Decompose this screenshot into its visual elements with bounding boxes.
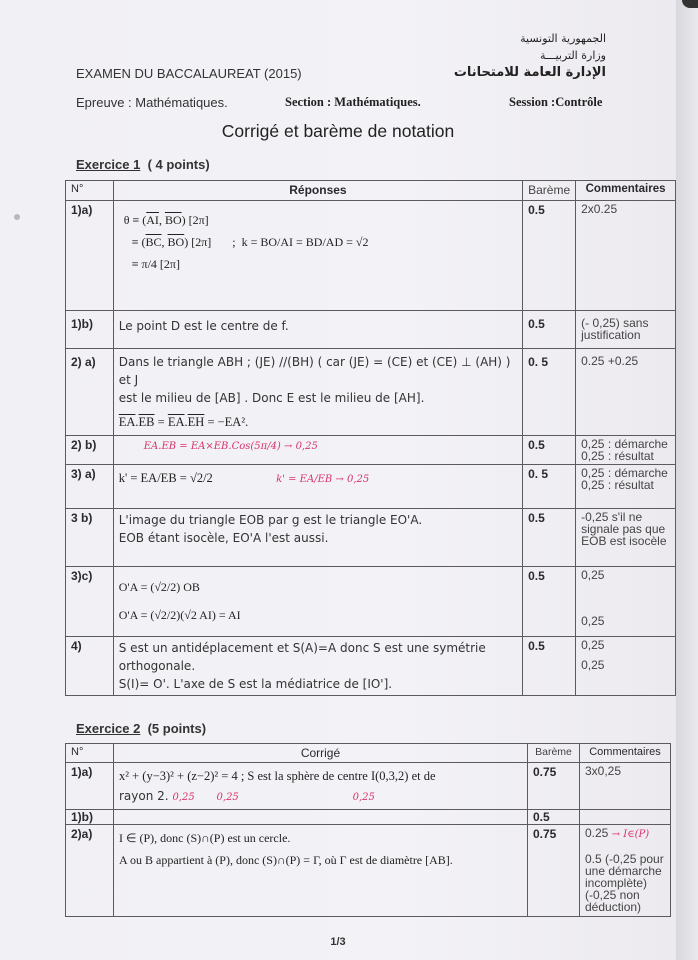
- table-header-row: [66, 181, 676, 201]
- col-reponses: Réponses: [113, 181, 522, 201]
- table-row: [66, 311, 676, 349]
- comment-line: incomplète): [585, 876, 648, 890]
- table-header-row: [66, 744, 671, 763]
- exercice1-title: [76, 157, 210, 172]
- handwritten-note: 0,25: [216, 792, 239, 803]
- answer-line: S est un antidéplacement et S(A)=A donc S est une symétrie: [118, 641, 486, 655]
- row-comment: [576, 465, 676, 509]
- comment-line: -0,25 s'il ne: [581, 510, 643, 524]
- row-answer: [113, 567, 522, 637]
- arabic-header: [454, 30, 606, 81]
- section: Section : Mathématiques.: [285, 95, 421, 109]
- handwritten-note: EA.EB = EA×EB.Cos(5π/4) → 0,25: [143, 441, 318, 452]
- table-row: [66, 810, 671, 825]
- row-comment: [576, 509, 676, 567]
- answer-line: $\overline{EA}.\overline{EB} = \overline{EA}.\overline{EH} = -EA^2$.: [118, 415, 249, 429]
- col-corrige: Corrigé: [114, 744, 528, 763]
- answer-line: I ∈ (P), donc (S)∩(P) est un cercle.: [119, 831, 291, 845]
- page-edge-shadow: [676, 0, 698, 960]
- row-num: 1)a): [66, 201, 114, 311]
- comment-line: 0,25 : résultat: [581, 478, 654, 492]
- col-num: N°: [66, 744, 114, 763]
- handwritten-note: k' = EA/EB → 0,25: [276, 474, 370, 485]
- table-row: [66, 349, 676, 436]
- table-row: [66, 637, 676, 696]
- row-bareme: 0.5: [523, 567, 576, 637]
- row-bareme: 0.5: [523, 637, 576, 696]
- answer-line: $\theta \equiv (\overline{AI}$, $\overline{BO}$) [2π]: [123, 213, 209, 227]
- comment-line: 0,25 : démarche: [581, 437, 668, 451]
- exercice2-title: [76, 721, 206, 736]
- comment-line: (- 0,25) sans: [581, 316, 649, 330]
- epreuve: Epreuve : Mathématiques.: [76, 95, 228, 110]
- row-answer: [113, 509, 522, 567]
- table-row: [66, 763, 671, 810]
- row-num: 1)b): [66, 311, 114, 349]
- answer-line: est le milieu de [AB] . Donc E est le milieu de [AH].: [118, 391, 425, 405]
- col-num: N°: [66, 181, 114, 201]
- comment-line: 0,25: [581, 614, 605, 628]
- answer-line: ≡ ($\overline{BC}$, $\overline{BO}$) [2π] ; k = BO/AI = BD/AD = √2: [131, 235, 369, 249]
- comment-line: signale pas que: [581, 522, 666, 536]
- session: Session :Contrôle: [509, 95, 603, 109]
- comment-line: 0.5 (-0,25 pour: [585, 852, 664, 866]
- row-num: 3) a): [66, 465, 114, 509]
- answer-line: orthogonale.: [118, 659, 196, 673]
- row-num: 3 b): [66, 509, 114, 567]
- handwritten-note: → I∈(P): [611, 829, 650, 840]
- answer-line: O'A = (√2/2)(√2 AI) = AI: [118, 608, 241, 622]
- table-row: [66, 509, 676, 567]
- row-bareme: 0.75: [528, 763, 580, 810]
- row-answer: [114, 763, 528, 810]
- col-commentaires: Commentaires: [576, 181, 676, 201]
- answer-line: Dans le triangle ABH ; (JE) //(BH) ( car (JE) = (CE) et (CE) ⊥ (AH) ) et J: [118, 355, 511, 387]
- row-comment: 0.25 +0.25: [576, 349, 676, 436]
- row-bareme: 0.75: [528, 825, 580, 917]
- exercice1-points: ( 4 points): [147, 157, 210, 172]
- exercice2-table: [65, 743, 671, 917]
- exam-name: EXAMEN DU BACCALAUREAT (2015): [76, 66, 302, 81]
- comment-line: une démarche: [585, 864, 662, 878]
- row-answer: [114, 810, 528, 825]
- table-row: [66, 436, 676, 465]
- table-row: [66, 567, 676, 637]
- comment-line: justification: [581, 328, 641, 342]
- table-row: [66, 825, 671, 917]
- comment-line: 0,25 : résultat: [581, 449, 654, 463]
- row-num: 3)c): [66, 567, 114, 637]
- row-bareme: 0.5: [523, 509, 576, 567]
- row-num: 2) b): [66, 436, 114, 465]
- row-num: 4): [66, 637, 114, 696]
- row-comment: 2x0.25: [576, 201, 676, 311]
- comment-line: 0,25 : démarche: [581, 466, 668, 480]
- comment-line: 0,25: [581, 658, 605, 672]
- page-title: Corrigé et barème de notation: [221, 121, 455, 141]
- comment-line: EOB est isocèle: [581, 534, 667, 548]
- row-num: 2) a): [66, 349, 114, 436]
- row-answer: [113, 436, 522, 465]
- handwritten-note: 0,25: [172, 792, 195, 803]
- row-answer: [113, 201, 522, 311]
- handwritten-note: 0,25: [352, 792, 375, 803]
- comment-text: 0.25: [585, 826, 609, 840]
- row-bareme: 0.5: [523, 201, 576, 311]
- answer-line: L'image du triangle EOB par g est le triangle EO'A.: [118, 513, 423, 527]
- arabic-line-3: الإدارة العامة للامتحانات: [453, 65, 606, 80]
- row-num: 1)b): [66, 810, 114, 825]
- comment-line: 0,25: [581, 568, 605, 582]
- row-answer: [113, 637, 522, 696]
- row-bareme: 0. 5: [523, 465, 576, 509]
- arabic-line-1: الجمهورية التونسية: [520, 32, 606, 45]
- row-comment: [580, 825, 671, 917]
- punch-mark: [14, 214, 20, 220]
- row-num: 1)a): [66, 763, 114, 810]
- exercice2-label: Exercice 2: [76, 721, 141, 736]
- table-row: [66, 465, 676, 509]
- arabic-line-2: وزارة التربيـــة: [540, 49, 606, 62]
- row-comment: [576, 637, 676, 696]
- exercice1-label: Exercice 1: [76, 157, 141, 172]
- row-bareme: 0. 5: [523, 349, 576, 436]
- exercice2-points: (5 points): [147, 721, 207, 736]
- answer-line: ≡ π/4 [2π]: [131, 257, 180, 271]
- row-comment: 3x0,25: [580, 763, 671, 810]
- comment-line: déduction): [585, 900, 642, 914]
- row-comment: [576, 436, 676, 465]
- row-answer: [113, 349, 522, 436]
- answer-text: rayon 2.: [119, 789, 169, 803]
- comment-line: [585, 827, 665, 841]
- exercice1-table: [65, 180, 676, 696]
- answer-line: k' = EA/EB = √2/2: [118, 471, 213, 485]
- row-bareme: 0.5: [523, 311, 576, 349]
- answer-line: x² + (y−3)² + (z−2)² = 4 ; S est la sphère de centre I(0,3,2) et de: [119, 769, 436, 783]
- table-row: [66, 201, 676, 311]
- row-comment: [576, 311, 676, 349]
- col-commentaires: Commentaires: [580, 744, 671, 763]
- answer-line: EOB étant isocèle, EO'A l'est aussi.: [118, 531, 329, 545]
- comment-line: (-0,25 non: [585, 888, 640, 902]
- col-bareme: Barème: [528, 744, 580, 763]
- row-bareme: 0.5: [523, 436, 576, 465]
- row-answer: [113, 465, 522, 509]
- answer-line: A ou B appartient à (P), donc (S)∩(P) = Γ, où Γ est de diamètre [AB].: [119, 853, 453, 867]
- comment-line: 0,25: [581, 638, 605, 652]
- answer-line: S(I)= O'. L'axe de S est la médiatrice de [IO'].: [118, 677, 393, 691]
- row-bareme: 0.5: [528, 810, 580, 825]
- answer-line: O'A = (√2/2) OB: [118, 580, 200, 594]
- row-comment: [580, 810, 671, 825]
- row-answer: Le point D est le centre de f.: [113, 311, 522, 349]
- page-number: 1/3: [330, 936, 346, 948]
- row-comment: [576, 567, 676, 637]
- col-bareme: Barème: [523, 181, 576, 201]
- row-num: 2)a): [66, 825, 114, 917]
- row-answer: [114, 825, 528, 917]
- answer-line: [119, 787, 522, 807]
